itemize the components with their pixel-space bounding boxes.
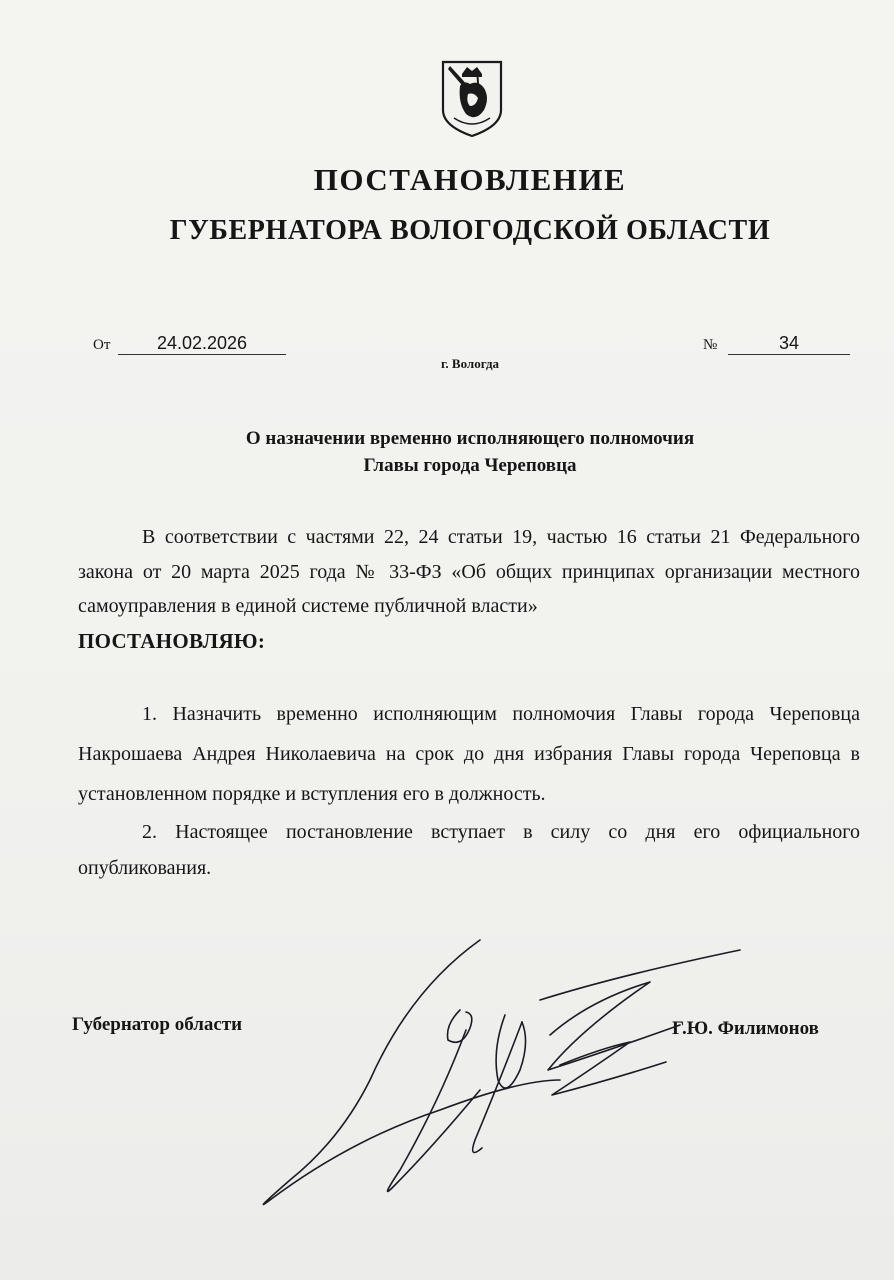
document-body: [78, 520, 860, 886]
document-number: 34: [728, 332, 850, 355]
number-label: №: [703, 337, 718, 353]
decree-item-1: 1. Назначить временно исполняющим полномочия Главы города Череповца Накрошаева Андрея Николаевича на срок до дня избрания Главы города Череповца в установленном порядке и вступления его в должность.: [78, 703, 860, 805]
signatory-name: Г.Ю. Филимонов: [672, 1018, 819, 1039]
decree-item-2: 2. Настоящее постановление вступает в силу со дня его официального опубликования.: [78, 821, 860, 879]
document-issuer: ГУБЕРНАТОРА ВОЛОГОДСКОЙ ОБЛАСТИ: [169, 215, 771, 246]
document-subject: [0, 425, 894, 479]
document-date: 24.02.2026: [118, 332, 286, 355]
decree-heading: ПОСТАНОВЛЯЮ:: [78, 628, 266, 653]
signatory-position: Губернатор области: [72, 1014, 243, 1035]
subject-line-1: О назначении временно исполняющего полномочия: [245, 428, 695, 449]
date-label: От: [93, 337, 111, 353]
handwritten-signature-icon: [230, 930, 750, 1230]
document-title: ПОСТАНОВЛЕНИЕ: [313, 162, 627, 197]
subject-line-2: Главы города Череповца: [363, 455, 577, 476]
preamble-paragraph: В соответствии с частями 22, 24 статьи 19, частью 16 статьи 21 Федерального закона от 20 марта 2025 года № 33-ФЗ «Об общих принципах организации местного самоуправления в единой системе публичной власти»: [78, 526, 860, 617]
vologda-coat-of-arms-icon: [440, 58, 504, 138]
document-city: г. Вологда: [440, 356, 500, 371]
